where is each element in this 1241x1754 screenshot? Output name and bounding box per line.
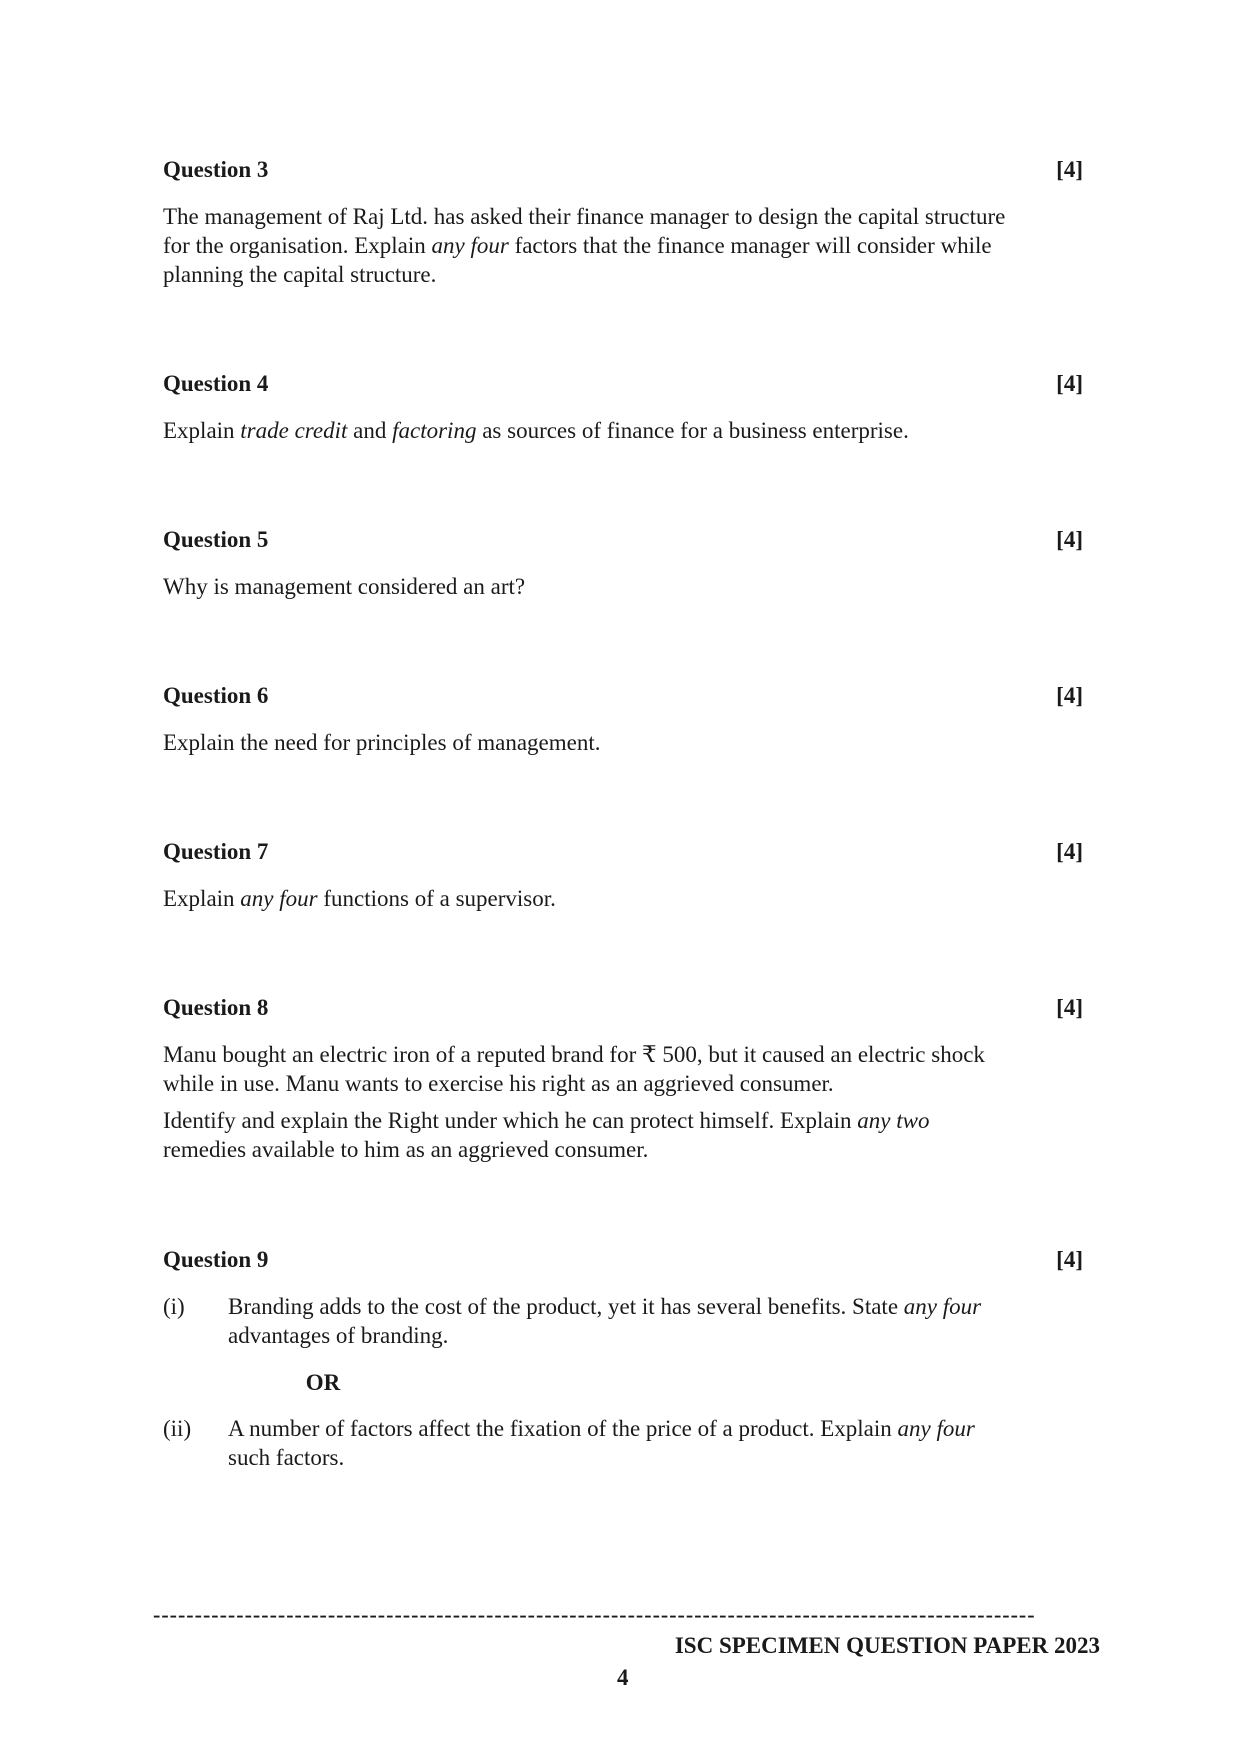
sub-number: (i) — [163, 1294, 185, 1319]
question-text: The management of Raj Ltd. has asked their finance manager to design the capital structure for the organisation. Explain any four factors that the finance manager will consider while planning the capital structure. — [163, 204, 1006, 287]
question-3 — [163, 156, 1083, 297]
question-title: Question 8 — [163, 995, 269, 1020]
question-marks: [4] — [1056, 1247, 1083, 1272]
question-title: Question 7 — [163, 839, 269, 864]
question-6 — [163, 682, 1083, 765]
sub-text: A number of factors affect the fixation of the price of a product. Explain any four such factors. — [228, 1416, 975, 1470]
footer-divider: ---------------------------------------------------------------------------------------------------------- — [153, 1602, 1036, 1627]
question-9 — [163, 1246, 1083, 1472]
question-text: Explain any four functions of a supervisor. — [163, 886, 556, 911]
question-title: Question 4 — [163, 371, 269, 396]
sub-text: Branding adds to the cost of the product, yet it has several benefits. State any four advantages of branding. — [228, 1294, 982, 1348]
sub-number: (ii) — [163, 1416, 192, 1441]
question-4 — [163, 370, 1083, 453]
question-title: Question 5 — [163, 527, 269, 552]
question-marks: [4] — [1056, 839, 1083, 864]
question-text: Explain the need for principles of management. — [163, 730, 601, 755]
question-7 — [163, 838, 1083, 921]
question-5 — [163, 526, 1083, 609]
question-8 — [163, 994, 1083, 1172]
page-number: 4 — [617, 1665, 629, 1690]
footer-title: ISC SPECIMEN QUESTION PAPER 2023 — [674, 1633, 1100, 1658]
question-title: Question 3 — [163, 157, 269, 182]
question-text: Why is management considered an art? — [163, 574, 526, 599]
question-marks: [4] — [1056, 683, 1083, 708]
question-text: Explain trade credit and factoring as sources of finance for a business enterprise. — [163, 418, 909, 443]
question-marks: [4] — [1056, 995, 1083, 1020]
question-title: Question 9 — [163, 1247, 269, 1272]
question-text: Manu bought an electric iron of a reputed brand for ₹ 500, but it caused an electric shock while in use. Manu wants to exercise his right as an aggrieved consumer. Identify and explain the Right under which he can protect himself. Explain any two remedies available to him as an aggrieved consumer. — [163, 1042, 985, 1162]
sub-question-ii — [163, 1414, 1083, 1472]
or-separator: OR — [305, 1370, 341, 1395]
question-title: Question 6 — [163, 683, 269, 708]
question-marks: [4] — [1056, 371, 1083, 396]
question-marks: [4] — [1056, 527, 1083, 552]
question-marks: [4] — [1056, 157, 1083, 182]
sub-question-i — [163, 1292, 1083, 1350]
